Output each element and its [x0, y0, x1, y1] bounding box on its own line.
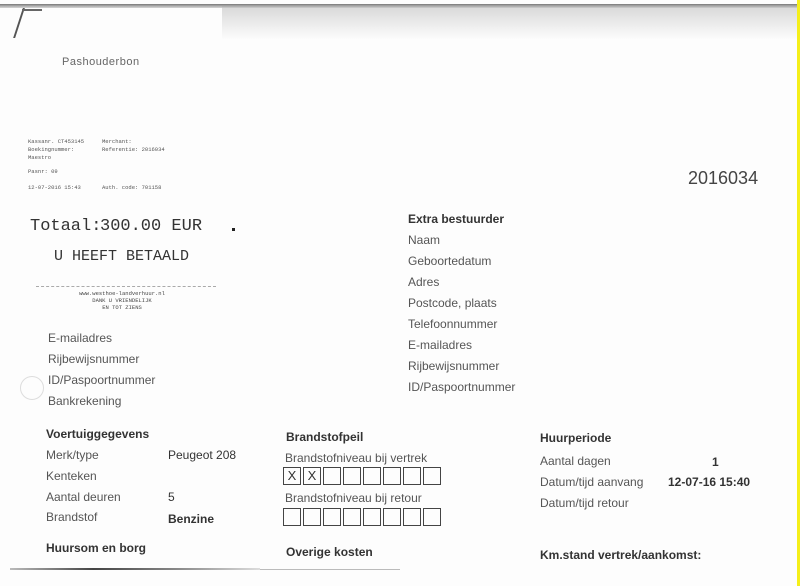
receipt-title: Pashouderbon: [62, 56, 140, 68]
rental-days-value: 1: [712, 455, 719, 469]
vehicle-make-value: Peugeot 208: [168, 448, 237, 462]
receipt-line1-right: Merchant:: [102, 138, 132, 145]
fuel-return-box[interactable]: [343, 508, 361, 526]
vehicle-fuel-value: Benzine: [168, 512, 215, 526]
fuel-departure-box[interactable]: [403, 467, 421, 485]
rent-deposit-title: Huursom en borg: [46, 541, 147, 555]
mileage-title: Km.stand vertrek/aankomst:: [540, 548, 702, 562]
receipt-total-value: 300.00 EUR: [100, 217, 203, 236]
fuel-departure-label: Brandstofniveau bij vertrek: [285, 451, 428, 465]
extra-driver-license-label: Rijbewijsnummer: [408, 359, 500, 373]
scan-bottom-line: [10, 568, 260, 570]
extra-driver-name-label: Naam: [408, 233, 441, 247]
receipt-footer-bye: EN TOT ZIENS: [102, 304, 142, 311]
fuel-return-box[interactable]: [423, 508, 441, 526]
fuel-return-boxes: [283, 508, 443, 526]
driver-bank-label: Bankrekening: [48, 394, 122, 408]
fuel-return-box[interactable]: [303, 508, 321, 526]
fuel-return-box[interactable]: [283, 508, 301, 526]
rental-period-title: Huurperiode: [540, 431, 612, 445]
payment-receipt: [22, 18, 222, 318]
fuel-return-box[interactable]: [383, 508, 401, 526]
fuel-return-label: Brandstofniveau bij retour: [285, 491, 422, 505]
vehicle-plate-label: Kenteken: [46, 469, 97, 483]
scan-speck: [232, 228, 235, 231]
rental-days-label: Aantal dagen: [540, 454, 611, 468]
rental-start-label: Datum/tijd aanvang: [540, 475, 644, 489]
driver-email-label: E-mailadres: [48, 331, 113, 345]
receipt-paid-text: U HEEFT BETAALD: [54, 248, 190, 265]
driver-license-label: Rijbewijsnummer: [48, 352, 140, 366]
receipt-line5-right: Auth. code: 701158: [102, 184, 162, 191]
extra-driver-postcode-label: Postcode, plaats: [408, 296, 497, 310]
fuel-departure-box[interactable]: [323, 467, 341, 485]
extra-driver-birthdate-label: Geboortedatum: [408, 254, 492, 268]
fuel-return-box[interactable]: [363, 508, 381, 526]
fuel-departure-box[interactable]: [343, 467, 361, 485]
scan-top-edge: [0, 4, 797, 8]
driver-id-label: ID/Paspoortnummer: [48, 373, 156, 387]
extra-driver-title: Extra bestuurder: [408, 212, 505, 226]
fuel-return-box[interactable]: [323, 508, 341, 526]
vehicle-fuel-label: Brandstof: [46, 510, 98, 524]
receipt-footer-url: www.westhoe-landverhuur.nl: [79, 290, 165, 297]
fuel-departure-box[interactable]: X: [303, 467, 321, 485]
fuel-departure-boxes: [283, 467, 443, 485]
other-costs-title: Overige kosten: [286, 545, 373, 559]
extra-driver-id-label: ID/Paspoortnummer: [408, 380, 516, 394]
fuel-return-box[interactable]: [403, 508, 421, 526]
vehicle-make-label: Merk/type: [46, 448, 99, 462]
extra-driver-address-label: Adres: [408, 275, 440, 289]
receipt-footer-thanks: DANK U VRIENDELIJK: [92, 297, 152, 304]
receipt-line5-left: 12-07-2016 15:43: [28, 184, 81, 191]
fuel-title: Brandstofpeil: [286, 430, 364, 444]
vehicle-title: Voertuiggegevens: [46, 427, 150, 441]
fuel-departure-box[interactable]: X: [283, 467, 301, 485]
scan-bottom-line-faint: [260, 569, 400, 570]
rental-start-value: 12-07-16 15:40: [668, 475, 751, 489]
extra-driver-phone-label: Telefoonnummer: [408, 317, 498, 331]
punch-hole-mark: [20, 376, 44, 400]
vehicle-doors-value: 5: [168, 490, 175, 504]
fuel-departure-box[interactable]: [383, 467, 401, 485]
receipt-line2-left: Boekingnummer:: [28, 146, 75, 153]
fuel-departure-box[interactable]: [423, 467, 441, 485]
scan-shadow: [222, 6, 797, 40]
receipt-total-label: Totaal:: [30, 217, 102, 236]
receipt-line3-left: Maestro: [28, 154, 52, 161]
receipt-divider: [36, 286, 216, 287]
fuel-departure-box[interactable]: [363, 467, 381, 485]
document-number: 2016034: [688, 168, 759, 188]
corner-fold-mark-top: [22, 9, 42, 11]
rental-return-label: Datum/tijd retour: [540, 496, 629, 510]
receipt-line4-left: Pasnr: 09: [28, 168, 58, 175]
receipt-line2-right: Referentie: 2016034: [102, 146, 165, 153]
vehicle-doors-label: Aantal deuren: [46, 490, 121, 504]
receipt-line1-left: Kassanr. CT453145: [28, 138, 85, 145]
extra-driver-email-label: E-mailadres: [408, 338, 473, 352]
